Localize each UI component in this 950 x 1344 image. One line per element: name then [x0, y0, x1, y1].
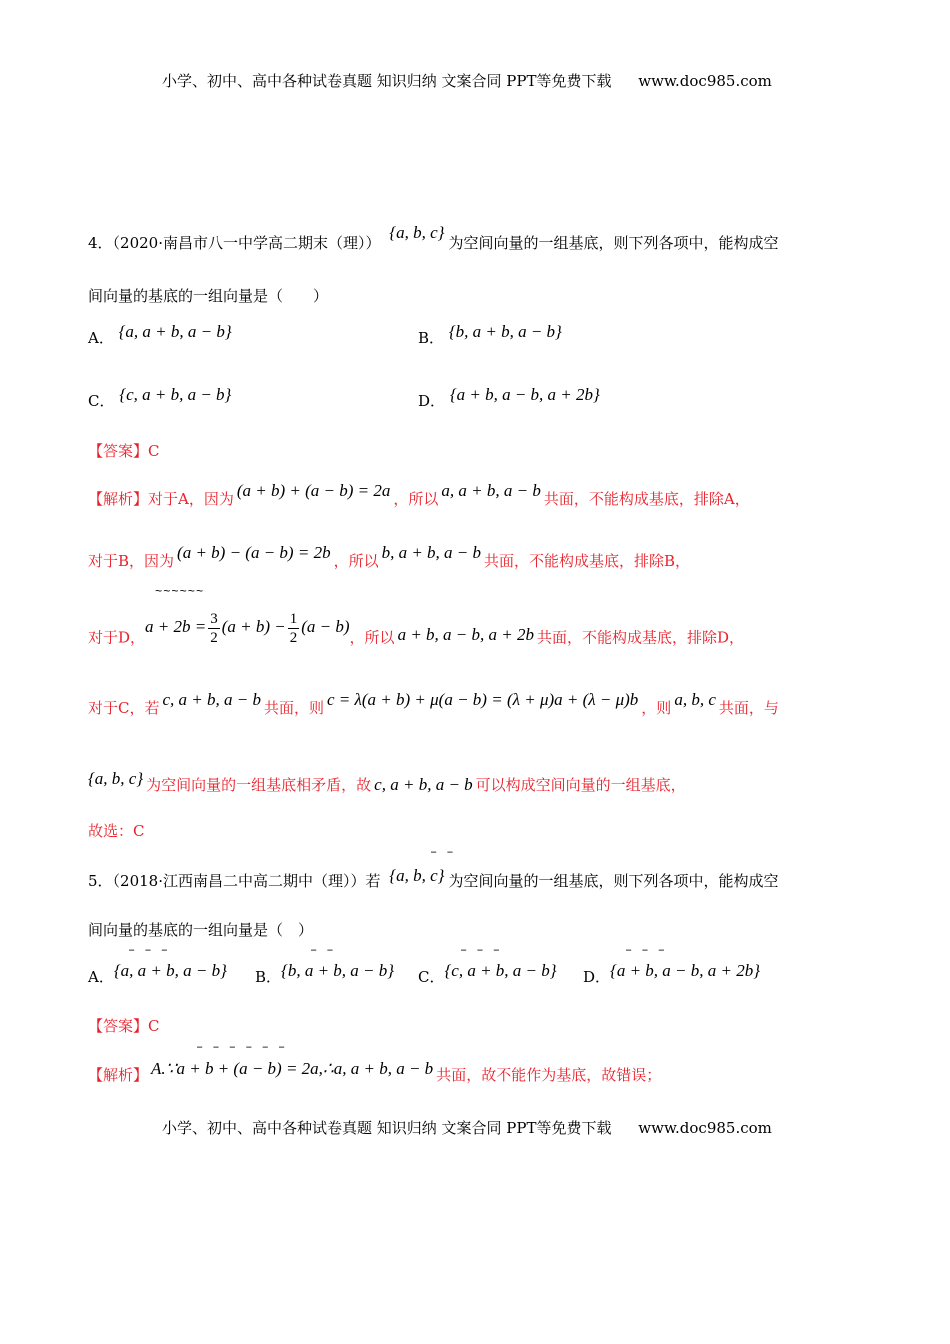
q5-option-c[interactable] [418, 961, 557, 988]
text: 共面，则 [263, 699, 324, 717]
analysis-tag: 【解析】 [88, 490, 149, 508]
q4-set: {a, b, c} [389, 223, 445, 242]
q4-answer [88, 440, 160, 462]
answer-value: C [148, 1017, 160, 1035]
text: 对于D， [88, 628, 146, 647]
math: a, b, c [674, 690, 716, 709]
option-math: {a, a + b, a − b} [118, 322, 232, 341]
option-label: B． [255, 968, 282, 986]
q4-source: （2020·南昌市八一中学高二期末（理）） [112, 234, 381, 252]
option-label: C． [418, 968, 445, 986]
text: 可以构成空间向量的一组基底， [475, 776, 686, 794]
q5-option-d[interactable] [583, 961, 761, 988]
q4-analysis-line4 [88, 690, 779, 719]
q4-vector-marks: ~~~~~~ [155, 585, 205, 599]
q5-vector-marks: – – – – – – [196, 1040, 287, 1054]
q4-analysis-line3 [88, 611, 745, 657]
math: (a − b) [301, 617, 350, 637]
math: a + b, a − b, a + 2b [397, 625, 534, 645]
q4-stem-a: 为空间向量的一组基底，则下列各项中，能构成空 [448, 234, 779, 252]
fraction-three-halves [208, 610, 220, 647]
text: 共面，不能构成基底，排除D， [536, 628, 745, 647]
math: (a + b) − (a − b) = 2b [177, 543, 331, 562]
math: c = λ(a + b) + μ(a − b) = (λ + μ)a + (λ − μ)b [327, 690, 639, 709]
q5-answer [88, 1015, 160, 1037]
q4-number: 4． [88, 234, 113, 252]
q4-analysis-line5 [88, 769, 686, 796]
option-label: A． [88, 968, 114, 986]
text: 对于C，若 [88, 699, 160, 717]
answer-value: C [148, 442, 160, 460]
frac-den: 2 [210, 630, 218, 646]
text: 共面，不能构成基底，排除B， [484, 552, 691, 570]
text: ，所以 [333, 552, 379, 570]
q5-option-a-marks: – – – [128, 943, 170, 957]
q4-option-a[interactable] [88, 322, 232, 349]
q4-option-d[interactable] [418, 385, 600, 412]
answer-tag: 【答案】 [88, 442, 149, 460]
q5-option-a[interactable] [88, 961, 227, 988]
q5-option-b[interactable] [255, 961, 395, 988]
math: A.∵a + b + (a − b) = 2a,∴a, a + b, a − b [151, 1059, 434, 1078]
frac-den: 2 [289, 630, 298, 646]
text: 共面，故不能作为基底，故错误； [436, 1066, 662, 1084]
math: a, a + b, a − b [441, 481, 541, 500]
option-label: D． [418, 392, 446, 410]
q5-option-c-marks: – – – [460, 943, 502, 957]
frac-num: 1 [289, 611, 298, 627]
option-math: {c, a + b, a − b} [119, 385, 232, 404]
q4-stem-line2: 间向量的基底的一组向量是（ ） [88, 287, 329, 305]
footer-text: 小学、初中、高中各种试卷真题 知识归纳 文案合同 PPT等免费下载 [162, 1119, 612, 1137]
q4-analysis-line1 [88, 481, 750, 510]
math: (a + b) + (a − b) = 2a [236, 481, 391, 500]
math: (a + b) − [221, 617, 286, 637]
q5-analysis-line1 [88, 1059, 662, 1086]
q4-option-b[interactable] [418, 322, 562, 349]
option-label: C． [88, 392, 115, 410]
header-url: www.doc985.com [638, 72, 772, 90]
q5-source: （2018·江西南昌二中高二期中（理））若 [112, 872, 381, 890]
q4-option-c[interactable] [88, 385, 232, 412]
option-math: {c, a + b, a − b} [444, 961, 557, 980]
option-label: D． [583, 968, 611, 986]
text: ，则 [641, 699, 672, 717]
option-math: {b, a + b, a − b} [281, 961, 395, 980]
math: a + 2b = [145, 617, 207, 637]
option-math: {a + b, a − b, a + 2b} [449, 385, 600, 404]
footer-url: www.doc985.com [638, 1119, 772, 1137]
option-label: B． [418, 329, 445, 347]
page-footer [162, 1117, 772, 1138]
q5-stem-line1 [88, 866, 779, 892]
q5-set-marks: – – [430, 845, 455, 859]
option-label: A． [88, 329, 114, 347]
q5-stem-line2: 间向量的基底的一组向量是（ ） [88, 921, 314, 939]
option-math: {b, a + b, a − b} [448, 322, 562, 341]
math-expression [145, 611, 350, 646]
page-header [162, 70, 772, 91]
text: 共面，不能构成基底，排除A， [543, 490, 750, 508]
q5-option-b-marks: – – [310, 943, 335, 957]
frac-num: 3 [210, 611, 218, 627]
q4-choose: 故选：C [88, 822, 145, 840]
math: c, a + b, a − b [374, 775, 473, 794]
q5-set: {a, b, c} [389, 866, 445, 885]
math: c, a + b, a − b [162, 690, 261, 709]
text: 对于B，因为 [88, 552, 175, 570]
math: b, a + b, a − b [381, 543, 482, 562]
q4-analysis-line2 [88, 543, 691, 572]
option-math: {a + b, a − b, a + 2b} [610, 961, 761, 980]
q5-stem-a: 为空间向量的一组基底，则下列各项中，能构成空 [448, 872, 779, 890]
analysis-tag: 【解析】 [88, 1066, 149, 1084]
text: ，所以 [393, 490, 439, 508]
text: 为空间向量的一组基底相矛盾，故 [146, 776, 372, 794]
answer-tag: 【答案】 [88, 1017, 149, 1035]
header-text: 小学、初中、高中各种试卷真题 知识归纳 文案合同 PPT等免费下载 [162, 72, 612, 90]
q4-stem-line1 [88, 223, 779, 254]
text: 共面，与 [718, 699, 779, 717]
text: ，所以 [349, 628, 395, 647]
q5-number: 5． [88, 872, 113, 890]
text: 对于A，因为 [148, 490, 234, 508]
math: {a, b, c} [88, 769, 144, 788]
option-math: {a, a + b, a − b} [113, 961, 227, 980]
q5-option-d-marks: – – – [625, 943, 667, 957]
fraction-one-half [288, 610, 300, 647]
